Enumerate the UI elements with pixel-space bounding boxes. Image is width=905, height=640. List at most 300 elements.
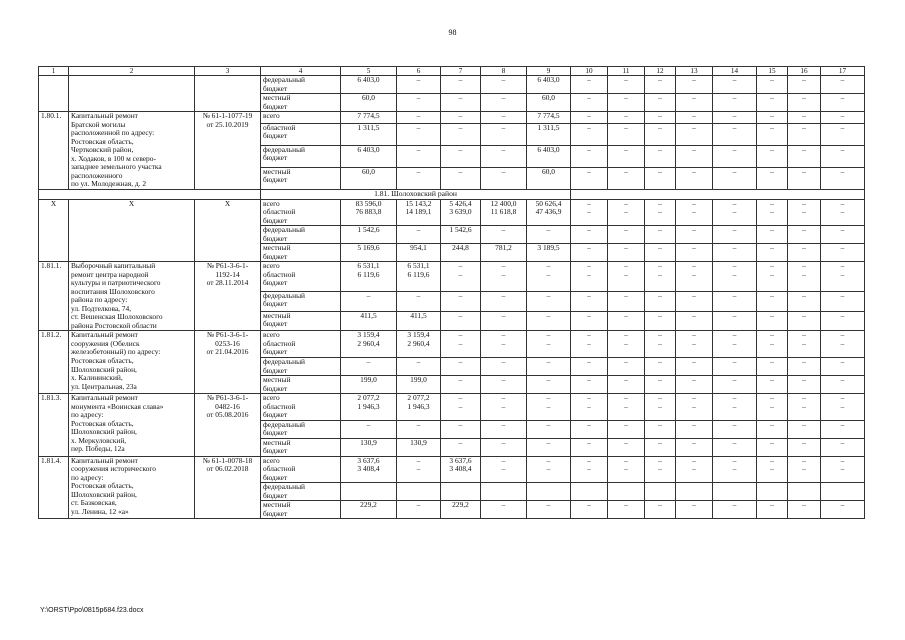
value-c10: – xyxy=(571,501,608,519)
value-c12: – xyxy=(645,226,676,244)
value-c9: 50 626,4 47 436,9 xyxy=(527,199,571,226)
value-c7: – xyxy=(441,76,481,94)
value-c9: – xyxy=(527,291,571,311)
value-c13: – xyxy=(676,112,713,124)
value-c9 xyxy=(527,483,571,501)
value-c16: – xyxy=(788,145,821,167)
value-c13: – – xyxy=(676,262,713,291)
value-c8: – xyxy=(481,145,527,167)
row-number: 1.80.1. xyxy=(39,112,69,190)
section-cell-left xyxy=(39,189,261,199)
funding-source: всего областной бюджет xyxy=(261,199,341,226)
value-c13: – xyxy=(676,145,713,167)
value-c15: – xyxy=(757,311,788,331)
expert-doc: № Р61-3-6-1- 0482-16 от 05.08.2016 xyxy=(195,394,261,457)
value-c13: – – xyxy=(676,331,713,358)
value-c17: – – xyxy=(821,199,865,226)
value-c7: – xyxy=(441,167,481,189)
value-c11: – xyxy=(608,76,645,94)
value-c10 xyxy=(571,483,608,501)
column-header-16: 16 xyxy=(788,67,821,76)
row-number: Х xyxy=(39,199,69,262)
value-c5: 60,0 xyxy=(341,94,397,112)
value-c14: – – xyxy=(713,331,757,358)
value-c5 xyxy=(341,483,397,501)
value-c15: – xyxy=(757,420,788,438)
value-c17 xyxy=(821,483,865,501)
value-c9: 6 403,0 xyxy=(527,145,571,167)
object-name: Капитальный ремонт монумента «Воинская слава» по адресу: Ростовская область, Шолоховский район, х. Меркуловский, пер. Победы, 12а xyxy=(69,394,195,457)
funding-source: федеральный бюджет xyxy=(261,420,341,438)
expert-doc: № Р61-3-6-1- 0253-16 от 21.04.2016 xyxy=(195,331,261,394)
value-c10: – xyxy=(571,226,608,244)
value-c6: – xyxy=(397,123,441,145)
section-row xyxy=(39,189,865,199)
value-c10: – – xyxy=(571,331,608,358)
column-header-8: 8 xyxy=(481,67,527,76)
value-c8: – xyxy=(481,76,527,94)
value-c5: 411,5 xyxy=(341,311,397,331)
value-c11: – – xyxy=(608,394,645,421)
value-c6: – xyxy=(397,226,441,244)
value-c9: – xyxy=(527,420,571,438)
value-c6: 130,9 xyxy=(397,438,441,456)
value-c9: 1 311,5 xyxy=(527,123,571,145)
value-c5: – xyxy=(341,291,397,311)
value-c17: – xyxy=(821,291,865,311)
value-c8: – xyxy=(481,226,527,244)
value-c9: – – xyxy=(527,331,571,358)
budget-table xyxy=(38,66,865,519)
value-c12: – xyxy=(645,145,676,167)
value-c15: – xyxy=(757,376,788,394)
value-c11: – – xyxy=(608,456,645,483)
funding-source: всего областной бюджет xyxy=(261,262,341,291)
value-c9: – – xyxy=(527,456,571,483)
column-header-10: 10 xyxy=(571,67,608,76)
value-c6: – xyxy=(397,501,441,519)
value-c13: – – xyxy=(676,199,713,226)
table-row xyxy=(39,262,865,291)
object-name: Х xyxy=(69,199,195,262)
value-c12: – xyxy=(645,376,676,394)
value-c15: – xyxy=(757,94,788,112)
value-c11: – xyxy=(608,311,645,331)
value-c17: – xyxy=(821,112,865,124)
value-c16: – xyxy=(788,226,821,244)
value-c14 xyxy=(713,483,757,501)
value-c8: 12 400,0 11 618,8 xyxy=(481,199,527,226)
value-c17: – xyxy=(821,145,865,167)
value-c9: – xyxy=(527,226,571,244)
funding-source: федеральный бюджет xyxy=(261,357,341,375)
object-name: Капитальный ремонт сооружения (Обелиск железобетонный) по адресу: Ростовская область, Шолоховский район, х. Калининский, ул. Центральная, 23а xyxy=(69,331,195,394)
value-c13: – xyxy=(676,420,713,438)
value-c10: – xyxy=(571,76,608,94)
value-c17: – – xyxy=(821,262,865,291)
value-c16 xyxy=(788,483,821,501)
column-header-1: 1 xyxy=(39,67,69,76)
value-c6: 6 531,1 6 119,6 xyxy=(397,262,441,291)
table-row xyxy=(39,394,865,421)
expert-doc: № 61-1-0078-18 от 06.02.2018 xyxy=(195,456,261,519)
value-c12: – xyxy=(645,167,676,189)
value-c14: – xyxy=(713,76,757,94)
column-header-6: 6 xyxy=(397,67,441,76)
value-c16: – xyxy=(788,112,821,124)
funding-source: местный бюджет xyxy=(261,167,341,189)
value-c7: – – xyxy=(441,262,481,291)
value-c15: – – xyxy=(757,262,788,291)
expert-doc: Х xyxy=(195,199,261,262)
object-name xyxy=(69,76,195,112)
value-c5: 1 311,5 xyxy=(341,123,397,145)
value-c17: – xyxy=(821,244,865,262)
value-c16: – xyxy=(788,311,821,331)
value-c17: – xyxy=(821,226,865,244)
column-header-13: 13 xyxy=(676,67,713,76)
header-row xyxy=(39,67,865,76)
value-c15: – xyxy=(757,76,788,94)
table-row xyxy=(39,331,865,358)
value-c9: – xyxy=(527,501,571,519)
value-c5: – xyxy=(341,420,397,438)
value-c14: – xyxy=(713,145,757,167)
value-c15: – – xyxy=(757,456,788,483)
object-name: Капитальный ремонт сооружения исторического по адресу: Ростовская область, Шолоховский район, ст. Базковская, ул. Ленина, 12 «а» xyxy=(69,456,195,519)
value-c17: – – xyxy=(821,331,865,358)
value-c14: – xyxy=(713,244,757,262)
value-c14: – xyxy=(713,291,757,311)
value-c14: – xyxy=(713,94,757,112)
value-c9: 60,0 xyxy=(527,94,571,112)
value-c14: – xyxy=(713,112,757,124)
value-c7: – xyxy=(441,376,481,394)
column-header-12: 12 xyxy=(645,67,676,76)
value-c8: – xyxy=(481,501,527,519)
value-c15: – – xyxy=(757,199,788,226)
value-c16: – xyxy=(788,291,821,311)
value-c7: 244,8 xyxy=(441,244,481,262)
funding-source: всего областной бюджет xyxy=(261,331,341,358)
value-c7: – xyxy=(441,311,481,331)
value-c13: – xyxy=(676,311,713,331)
value-c7: 3 637,6 3 408,4 xyxy=(441,456,481,483)
value-c9: 3 189,5 xyxy=(527,244,571,262)
expert-doc: № 61-1-1077-19 от 25.10.2019 xyxy=(195,112,261,190)
value-c14: – xyxy=(713,357,757,375)
expert-doc: № Р61-3-6-1- 1192-14 от 28.11.2014 xyxy=(195,262,261,331)
value-c9: 6 403,0 xyxy=(527,76,571,94)
value-c8: – – xyxy=(481,331,527,358)
value-c9: – – xyxy=(527,394,571,421)
value-c17: – xyxy=(821,76,865,94)
value-c15: – – xyxy=(757,331,788,358)
row-number: 1.81.2. xyxy=(39,331,69,394)
value-c12: – xyxy=(645,112,676,124)
value-c16: – – xyxy=(788,199,821,226)
value-c13: – xyxy=(676,226,713,244)
value-c10: – – xyxy=(571,199,608,226)
value-c11: – – xyxy=(608,262,645,291)
funding-source: областной бюджет xyxy=(261,123,341,145)
value-c5: 6 403,0 xyxy=(341,145,397,167)
value-c12: – xyxy=(645,357,676,375)
value-c6: – xyxy=(397,145,441,167)
value-c10: – xyxy=(571,311,608,331)
value-c6: 199,0 xyxy=(397,376,441,394)
value-c6: – xyxy=(397,76,441,94)
funding-source: федеральный бюджет xyxy=(261,226,341,244)
funding-source: местный бюджет xyxy=(261,311,341,331)
value-c12: – – xyxy=(645,262,676,291)
value-c16: – xyxy=(788,357,821,375)
row-number: 1.81.4. xyxy=(39,456,69,519)
value-c12: – xyxy=(645,438,676,456)
value-c15: – xyxy=(757,357,788,375)
value-c11: – xyxy=(608,357,645,375)
value-c14: – – xyxy=(713,394,757,421)
value-c7 xyxy=(441,483,481,501)
value-c6: – xyxy=(397,94,441,112)
value-c5: 1 542,6 xyxy=(341,226,397,244)
value-c13: – xyxy=(676,376,713,394)
funding-source: федеральный бюджет xyxy=(261,291,341,311)
value-c11: – xyxy=(608,420,645,438)
value-c15: – – xyxy=(757,394,788,421)
value-c6: 3 159,4 2 960,4 xyxy=(397,331,441,358)
section-cell-right xyxy=(571,189,865,199)
funding-source: всего областной бюджет xyxy=(261,456,341,483)
value-c13: – xyxy=(676,438,713,456)
value-c16: – xyxy=(788,501,821,519)
value-c10: – – xyxy=(571,262,608,291)
value-c11: – xyxy=(608,244,645,262)
value-c17: – xyxy=(821,438,865,456)
value-c8: – xyxy=(481,420,527,438)
value-c11: – xyxy=(608,123,645,145)
table-row xyxy=(39,76,865,94)
value-c8: – xyxy=(481,376,527,394)
value-c13: – xyxy=(676,123,713,145)
table-row xyxy=(39,112,865,124)
value-c5: 6 403,0 xyxy=(341,76,397,94)
value-c7: – xyxy=(441,438,481,456)
column-header-7: 7 xyxy=(441,67,481,76)
value-c13 xyxy=(676,483,713,501)
value-c16: – – xyxy=(788,331,821,358)
funding-source: федеральный бюджет xyxy=(261,483,341,501)
value-c12: – – xyxy=(645,331,676,358)
value-c8: – – xyxy=(481,456,527,483)
value-c11: – xyxy=(608,167,645,189)
value-c15: – xyxy=(757,501,788,519)
value-c10: – xyxy=(571,94,608,112)
value-c7: – xyxy=(441,94,481,112)
value-c16: – – xyxy=(788,262,821,291)
funding-source: местный бюджет xyxy=(261,438,341,456)
row-number xyxy=(39,76,69,112)
funding-source: местный бюджет xyxy=(261,501,341,519)
value-c5: 6 531,1 6 119,6 xyxy=(341,262,397,291)
value-c5: 199,0 xyxy=(341,376,397,394)
value-c11: – xyxy=(608,94,645,112)
value-c5: 5 169,6 xyxy=(341,244,397,262)
funding-source: всего xyxy=(261,112,341,124)
value-c11: – – xyxy=(608,331,645,358)
value-c17: – – xyxy=(821,394,865,421)
value-c12: – xyxy=(645,311,676,331)
value-c11: – xyxy=(608,501,645,519)
value-c7: 5 426,4 3 639,0 xyxy=(441,199,481,226)
value-c13: – xyxy=(676,76,713,94)
value-c13: – xyxy=(676,357,713,375)
value-c15: – xyxy=(757,112,788,124)
value-c13: – – xyxy=(676,456,713,483)
value-c14: – xyxy=(713,376,757,394)
file-path-footer: Y:\ORST\Ppo\0815p684.f23.docx xyxy=(40,607,144,614)
value-c9: – xyxy=(527,357,571,375)
value-c7: – xyxy=(441,357,481,375)
value-c13: – – xyxy=(676,394,713,421)
value-c16: – xyxy=(788,420,821,438)
value-c12: – – xyxy=(645,394,676,421)
value-c6: – xyxy=(397,420,441,438)
value-c7: – xyxy=(441,420,481,438)
value-c11: – xyxy=(608,376,645,394)
value-c5: – xyxy=(341,357,397,375)
value-c10: – xyxy=(571,112,608,124)
value-c11: – xyxy=(608,291,645,311)
row-number: 1.81.3. xyxy=(39,394,69,457)
value-c7: – – xyxy=(441,331,481,358)
value-c7: 1 542,6 xyxy=(441,226,481,244)
value-c16: – – xyxy=(788,394,821,421)
value-c16: – xyxy=(788,438,821,456)
value-c16: – xyxy=(788,123,821,145)
column-header-11: 11 xyxy=(608,67,645,76)
value-c10: – xyxy=(571,420,608,438)
value-c5: 130,9 xyxy=(341,438,397,456)
column-header-15: 15 xyxy=(757,67,788,76)
column-header-14: 14 xyxy=(713,67,757,76)
value-c15: – xyxy=(757,167,788,189)
value-c14: – xyxy=(713,420,757,438)
value-c15: – xyxy=(757,291,788,311)
value-c11: – xyxy=(608,112,645,124)
value-c17: – xyxy=(821,94,865,112)
value-c16: – xyxy=(788,376,821,394)
value-c12: – – xyxy=(645,456,676,483)
column-header-9: 9 xyxy=(527,67,571,76)
object-name: Выборочный капитальный ремонт центра народной культуры и патриотического воспитания Шолоховского района по адресу: ул. Подтелкова, 74, ст. Вешенская Шолоховского района Ростовской области xyxy=(69,262,195,331)
value-c9: 7 774,5 xyxy=(527,112,571,124)
value-c14: – xyxy=(713,226,757,244)
value-c7: 229,2 xyxy=(441,501,481,519)
funding-source: всего областной бюджет xyxy=(261,394,341,421)
value-c8: 781,2 xyxy=(481,244,527,262)
column-header-2: 2 xyxy=(69,67,195,76)
value-c11: – – xyxy=(608,199,645,226)
value-c12: – xyxy=(645,291,676,311)
value-c7: – xyxy=(441,123,481,145)
value-c14: – – xyxy=(713,262,757,291)
value-c5: 83 596,0 76 883,8 xyxy=(341,199,397,226)
value-c10: – xyxy=(571,244,608,262)
value-c8: – xyxy=(481,112,527,124)
value-c8: – xyxy=(481,123,527,145)
value-c9: – xyxy=(527,311,571,331)
value-c5: 3 159,4 2 960,4 xyxy=(341,331,397,358)
column-header-17: 17 xyxy=(821,67,865,76)
value-c6: – – xyxy=(397,456,441,483)
value-c7: – xyxy=(441,112,481,124)
value-c8: – xyxy=(481,167,527,189)
value-c6 xyxy=(397,483,441,501)
value-c5: 7 774,5 xyxy=(341,112,397,124)
value-c8: – xyxy=(481,357,527,375)
value-c11: – xyxy=(608,438,645,456)
value-c16: – xyxy=(788,244,821,262)
value-c6: 15 143,2 14 189,1 xyxy=(397,199,441,226)
value-c14: – xyxy=(713,501,757,519)
value-c13: – xyxy=(676,244,713,262)
value-c10: – xyxy=(571,291,608,311)
value-c14: – xyxy=(713,311,757,331)
value-c14: – xyxy=(713,438,757,456)
value-c10: – – xyxy=(571,394,608,421)
value-c17: – xyxy=(821,420,865,438)
value-c11 xyxy=(608,483,645,501)
value-c13: – xyxy=(676,501,713,519)
value-c8: – xyxy=(481,438,527,456)
value-c14: – xyxy=(713,123,757,145)
value-c6: – xyxy=(397,167,441,189)
value-c10: – xyxy=(571,357,608,375)
value-c7: – xyxy=(441,145,481,167)
funding-source: федеральный бюджет xyxy=(261,145,341,167)
value-c10: – xyxy=(571,376,608,394)
value-c9: – – xyxy=(527,262,571,291)
value-c5: 3 637,6 3 408,4 xyxy=(341,456,397,483)
value-c8: – – xyxy=(481,394,527,421)
value-c16: – – xyxy=(788,456,821,483)
value-c12: – xyxy=(645,123,676,145)
value-c9: 60,0 xyxy=(527,167,571,189)
value-c12: – xyxy=(645,501,676,519)
table-row xyxy=(39,456,865,483)
value-c10: – xyxy=(571,438,608,456)
value-c9: – xyxy=(527,438,571,456)
value-c13: – xyxy=(676,94,713,112)
value-c14: – – xyxy=(713,199,757,226)
value-c17: – xyxy=(821,311,865,331)
value-c8: – xyxy=(481,311,527,331)
section-title: 1.81. Шолоховский район xyxy=(261,189,571,199)
value-c5: 229,2 xyxy=(341,501,397,519)
expert-doc xyxy=(195,76,261,112)
value-c16: – xyxy=(788,76,821,94)
value-c15: – xyxy=(757,438,788,456)
value-c12: – xyxy=(645,94,676,112)
value-c13: – xyxy=(676,291,713,311)
value-c12: – – xyxy=(645,199,676,226)
value-c17: – xyxy=(821,357,865,375)
value-c7: – xyxy=(441,291,481,311)
value-c6: – xyxy=(397,112,441,124)
value-c10: – xyxy=(571,167,608,189)
value-c5: 2 077,2 1 946,3 xyxy=(341,394,397,421)
